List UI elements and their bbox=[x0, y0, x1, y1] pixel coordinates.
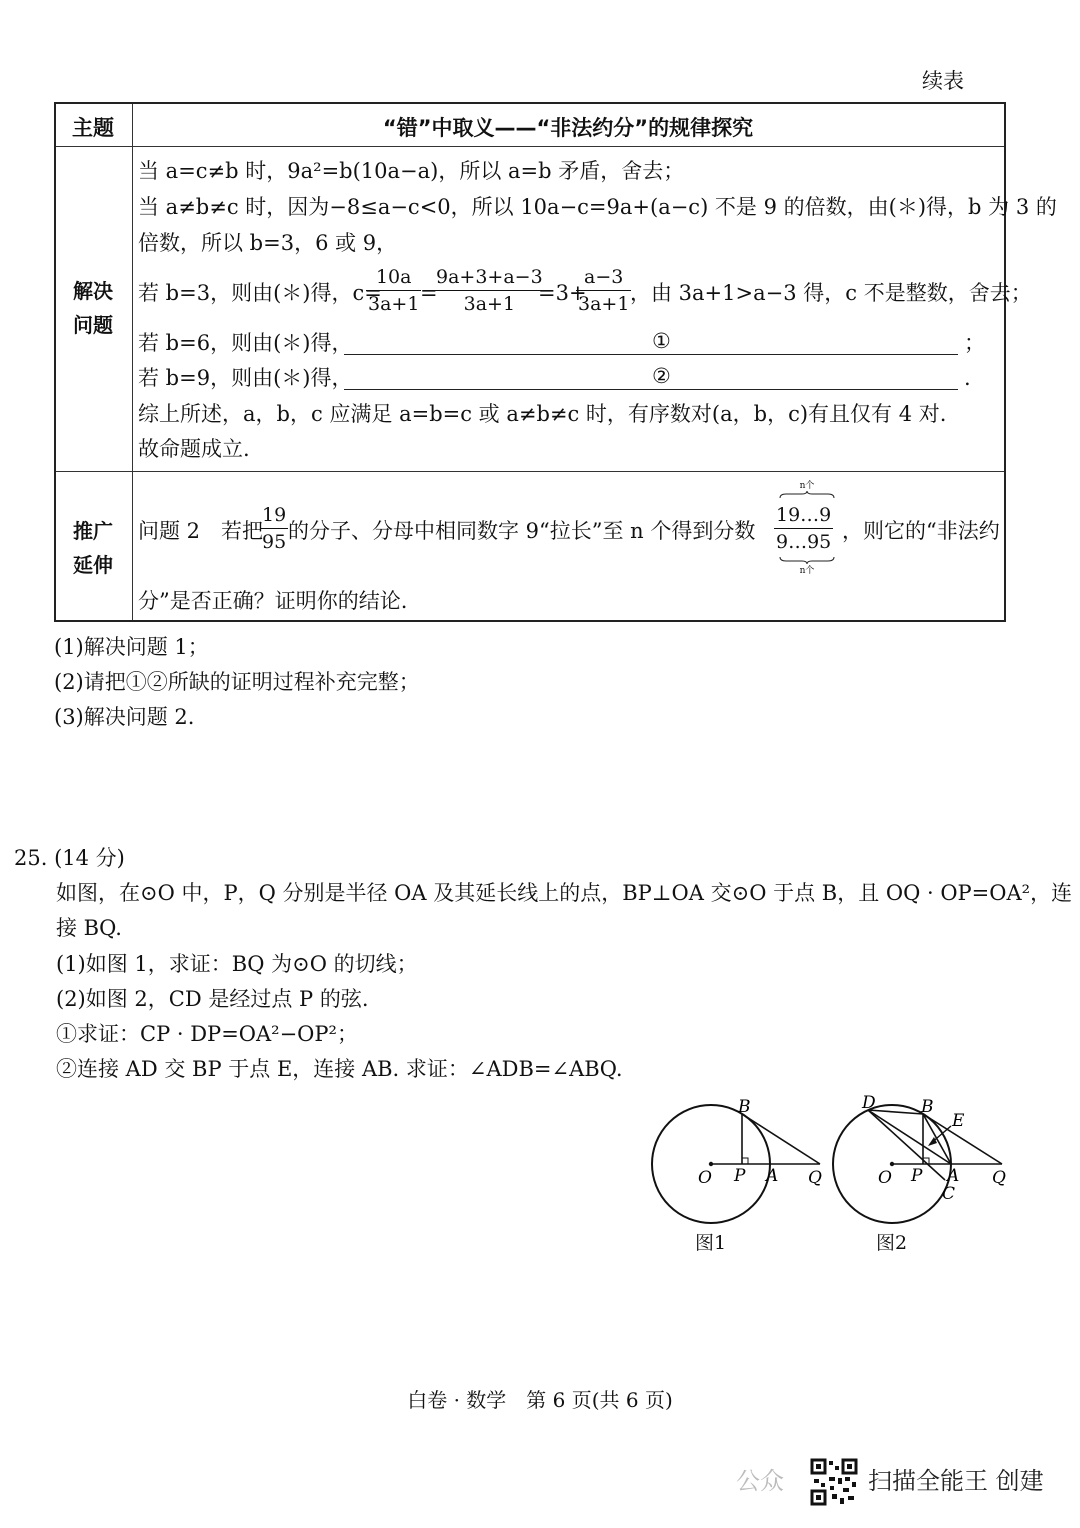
b3-fraction-2-den: 3a+1 bbox=[463, 293, 516, 315]
geometry-figures bbox=[640, 1090, 1020, 1230]
page-footer: 白卷 · 数学 第 6 页(共 6 页) bbox=[407, 1388, 673, 1412]
figures bbox=[640, 1090, 1020, 1260]
q25-line-4: (2)如图 2，CD 是经过点 P 的弦. bbox=[56, 987, 369, 1011]
extend-line-2: 分”是否正确？证明你的结论. bbox=[138, 589, 408, 613]
task-3: (3)解决问题 2. bbox=[54, 705, 195, 729]
table-row-divider bbox=[56, 471, 1004, 472]
b3-fraction-1 bbox=[366, 264, 421, 317]
conclusion-line: 故命题成立. bbox=[138, 437, 250, 461]
solve-label-line2: 问题 bbox=[73, 313, 113, 337]
q25-line-3: (1)如图 1，求证：BQ 为⊙O 的切线； bbox=[56, 952, 418, 976]
fig2-label-p: P bbox=[911, 1166, 923, 1186]
extend-label bbox=[56, 514, 130, 582]
table-column-divider bbox=[132, 104, 133, 620]
extend-middle: 的分子、分母中相同数字 9“拉长”至 n 个得到分数 bbox=[288, 519, 756, 543]
solve-line-3: 倍数，所以 b=3，6 或 9， bbox=[138, 231, 398, 255]
qr-code-icon bbox=[810, 1458, 858, 1506]
figure-1-diagram bbox=[652, 1097, 822, 1223]
continued-label: 续表 bbox=[922, 69, 964, 93]
blank-line-1 bbox=[344, 354, 958, 355]
figure-2-caption: 图2 bbox=[876, 1232, 908, 1254]
task-2: (2)请把①②所缺的证明过程补充完整； bbox=[54, 670, 420, 694]
fig1-label-b: B bbox=[738, 1097, 751, 1117]
blank-line-2 bbox=[344, 389, 958, 390]
problem-table bbox=[54, 102, 1057, 622]
fig1-label-a: A bbox=[766, 1166, 779, 1186]
watermark-right: 扫描全能王 创建 bbox=[868, 1467, 1044, 1495]
bottom-brace-label: n个 bbox=[799, 566, 815, 576]
fig1-label-q: Q bbox=[808, 1168, 822, 1188]
extend-fraction-2-den: 9…95 bbox=[776, 531, 832, 553]
task-1: (1)解决问题 1； bbox=[54, 635, 209, 659]
extend-post: ，则它的“非法约 bbox=[842, 519, 1000, 543]
extend-fraction-2 bbox=[774, 502, 833, 555]
fig1-label-p: P bbox=[734, 1166, 746, 1186]
extend-fraction-1-num: 19 bbox=[260, 502, 288, 529]
extend-fraction-1-den: 95 bbox=[262, 531, 287, 553]
top-brace bbox=[778, 482, 836, 502]
bottom-brace-icon bbox=[778, 556, 836, 564]
solve-line-1: 当 a=c≠b 时，9a²=b(10a−a)，所以 a=b 矛盾，舍去； bbox=[138, 159, 685, 183]
extend-label-line1: 推广 bbox=[73, 519, 113, 543]
solve-label bbox=[56, 274, 130, 342]
b6-end: ； bbox=[964, 331, 985, 355]
b9-prefix: 若 b=9，则由(＊)得， bbox=[138, 366, 353, 390]
topic-label: 主题 bbox=[72, 116, 114, 140]
topic-title: “错”中取义——“非法约分”的规律探究 bbox=[382, 116, 754, 140]
b3-fraction-1-num: 10a bbox=[366, 264, 421, 291]
b3-fraction-3-num: a−3 bbox=[576, 264, 631, 291]
top-brace-label: n个 bbox=[799, 481, 815, 491]
fig2-label-d: D bbox=[862, 1093, 876, 1113]
fig2-label-e: E bbox=[952, 1111, 965, 1131]
fig2-label-q: Q bbox=[992, 1168, 1006, 1188]
q25-line-1: 如图，在⊙O 中，P，Q 分别是半径 OA 及其延长线上的点，BP⊥OA 交⊙O 于点 B，且 OQ · OP=OA²，连 bbox=[56, 881, 1073, 905]
b3-fraction-2-num: 9a+3+a−3 bbox=[434, 264, 545, 291]
b3-fraction-1-den: 3a+1 bbox=[368, 293, 420, 315]
fig2-label-c: C bbox=[942, 1184, 956, 1204]
b3-fraction-3 bbox=[576, 264, 631, 317]
q25-line-6: ②连接 AD 交 BP 于点 E，连接 AB. 求证：∠ADB=∠ABQ. bbox=[56, 1057, 623, 1081]
extend-prefix: 问题 2 若把 bbox=[138, 519, 264, 543]
b6-prefix: 若 b=6，则由(＊)得， bbox=[138, 331, 353, 355]
solve-line-2: 当 a≠b≠c 时，因为−8≤a−c<0，所以 10a−c=9a+(a−c) 不是 9 的倍数，由(＊)得，b 为 3 的 bbox=[138, 195, 1057, 219]
extend-label-line2: 延伸 bbox=[73, 553, 113, 577]
blank-mark-1: ① bbox=[652, 329, 671, 353]
b3-fraction-2 bbox=[434, 264, 545, 317]
extend-fraction-1 bbox=[260, 502, 288, 555]
table-row-divider bbox=[56, 146, 1004, 147]
b3-equals-2: =3+ bbox=[538, 281, 587, 305]
fig2-label-b: B bbox=[921, 1097, 934, 1117]
figure-1-caption: 图1 bbox=[695, 1232, 727, 1254]
fig2-label-o: O bbox=[878, 1168, 892, 1188]
fig1-label-o: O bbox=[698, 1168, 712, 1188]
fig2-label-a: A bbox=[947, 1166, 960, 1186]
q25-number: 25. (14 分) bbox=[14, 846, 125, 870]
solve-label-line1: 解决 bbox=[73, 279, 113, 303]
q25-line-2: 接 BQ. bbox=[56, 916, 122, 940]
figure-2-diagram bbox=[833, 1093, 1006, 1223]
q25-line-5: ①求证：CP · DP=OA²−OP²； bbox=[56, 1022, 358, 1046]
bottom-brace bbox=[778, 556, 836, 576]
b3-fraction-3-den: 3a+1 bbox=[578, 293, 630, 315]
extend-fraction-2-num: 19…9 bbox=[774, 502, 833, 529]
b9-end: . bbox=[964, 366, 971, 390]
watermark-left: 公众 bbox=[736, 1467, 784, 1495]
blank-mark-2: ② bbox=[652, 364, 671, 388]
b3-prefix: 若 b=3，则由(＊)得，c= bbox=[138, 281, 382, 305]
b3-equals: = bbox=[420, 281, 438, 305]
b3-suffix: ，由 3a+1>a−3 得，c 不是整数，舍去； bbox=[630, 281, 1032, 305]
top-brace-icon bbox=[778, 491, 836, 499]
summary-line: 综上所述，a，b，c 应满足 a=b=c 或 a≠b≠c 时，有序数对(a，b，c)有且仅有 4 对. bbox=[138, 402, 947, 426]
